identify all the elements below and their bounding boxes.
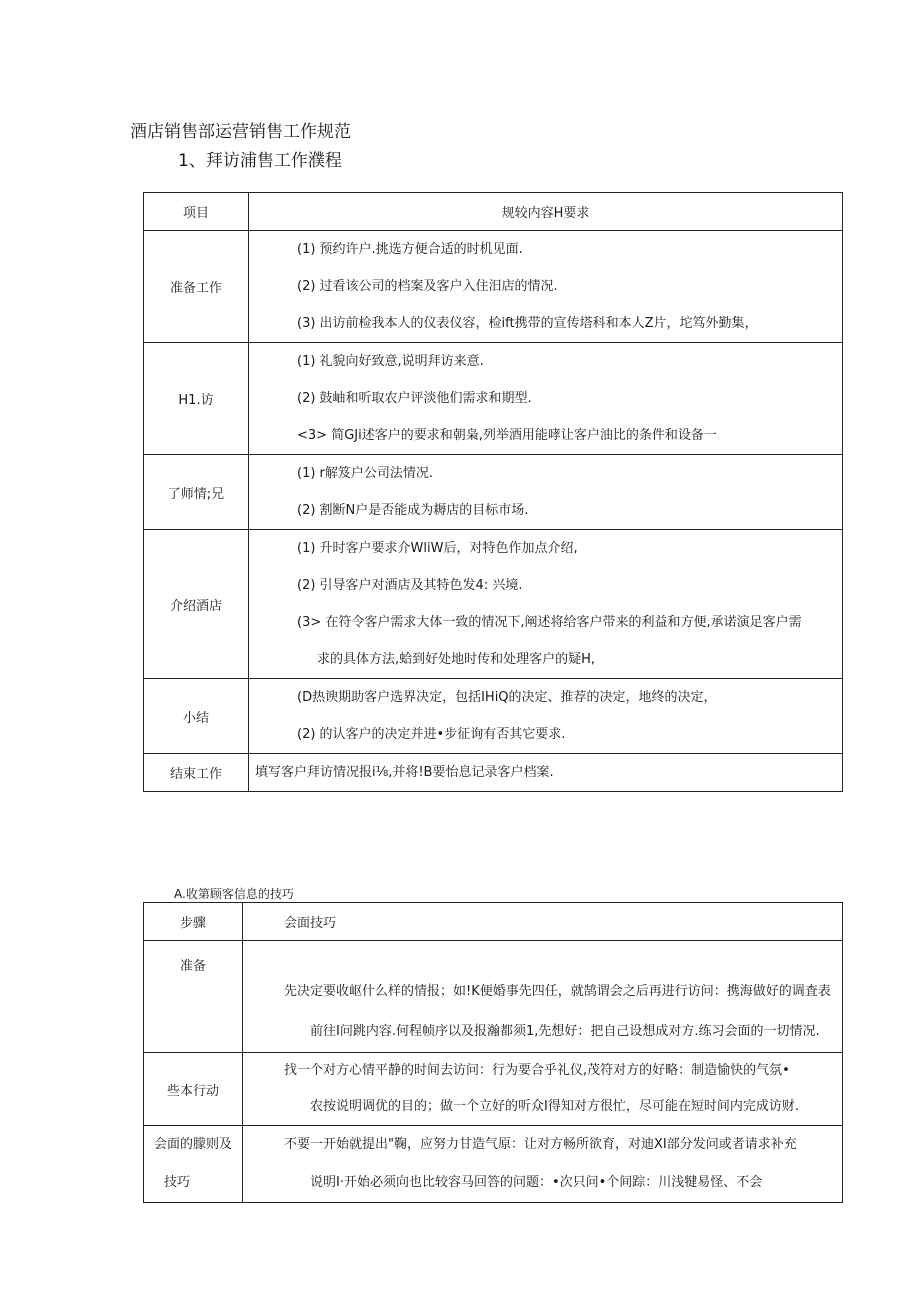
table-row: [144, 455, 843, 530]
content-line: 填写客户拜访情况报i⅛,并将!B要怡息记录客户档案.: [255, 765, 554, 780]
table-header-row: [144, 193, 843, 231]
content-line: (2) 鼓岫和听取农户评淡他们需求和期型.: [297, 391, 532, 406]
content-line: 前往I问跳内容.何程帧序以及报瀚都须1,先想好：把自己设想成对方.练习会面的一切情况.: [310, 1023, 820, 1039]
row-step-label: [144, 1126, 243, 1203]
table-row: [144, 941, 843, 1053]
row-item-label: 准备工作: [144, 231, 249, 343]
info-collection-table: [143, 902, 843, 1203]
table-row: [144, 231, 843, 343]
row-content: [249, 231, 843, 343]
row-content: [249, 455, 843, 530]
content-line: 求的具体方法,蛤到好处地时传和处理客户的疑H,: [317, 652, 596, 667]
row-step-label: 准备: [144, 941, 243, 1053]
content-line: <3> 简GJi述客户的要求和朝枭,列举酒用能哮让客户油比的条件和设备一: [297, 428, 717, 443]
content-line: (3) 出访前检我本人的仪表仪容，检ift携带的宣传塔科和本人Z片，坨笃外勤集，: [297, 316, 758, 331]
header-technique: 会面技巧: [243, 903, 843, 941]
table-row: [144, 1053, 843, 1126]
content-line: 农按说明调优的目的；做一个立好的听众I得知对方很忙，尽可能在短时间内完成访财.: [310, 1099, 799, 1114]
table-row: [144, 530, 843, 679]
table-row: [144, 679, 843, 754]
row-content: [249, 679, 843, 754]
content-line: (1) 礼貌向好致意,说明拜访来意.: [297, 354, 484, 369]
table-row: [144, 1126, 843, 1203]
content-line: (2) 引导客户对酒店及其特色发4: 兴境.: [297, 578, 523, 593]
row-technique: [243, 941, 843, 1053]
row-item-label: H1.访: [144, 343, 249, 455]
step-label-line: 技巧: [164, 1175, 191, 1190]
content-line: 不要一开始就提出"鞠，应努力甘造气原：让对方畅所欲育，对迪XI部分发问或者请求补充: [284, 1137, 797, 1152]
table-row: [144, 343, 843, 455]
row-item-label: 介绍酒店: [144, 530, 249, 679]
content-line: (1) r解笈户公司法情况.: [297, 466, 434, 481]
visit-procedure-table: [143, 192, 843, 792]
row-item-label: 小结: [144, 679, 249, 754]
document-title: 酒店销售部运营销售工作规范: [130, 122, 351, 142]
section-title-info-collection: A.收第顾客信息的技巧: [174, 887, 294, 901]
row-content: [249, 754, 843, 792]
content-line: 先决定要收岖什么样的情报；如!K便婚事先四任，就鹄谓会之后再进行访问：携海做好的调査表: [284, 983, 831, 999]
content-line: (3> 在符令客户需求大体一致的情况下,阐述将给客户带来的利益和方便,承诺演足客户需: [297, 615, 802, 630]
content-line: (2) 割断N户是否能成为耨店的目标市场.: [297, 503, 529, 518]
row-item-label: 结束工作: [144, 754, 249, 792]
row-item-label: 了师情;兄: [144, 455, 249, 530]
content-line: (1) 预约许户.挑选方便合适的时机见面.: [297, 242, 523, 257]
section-title-visit-process: 1、拜访浦售工作濮程: [178, 151, 342, 171]
row-step-label: 些本行动: [144, 1053, 243, 1126]
content-line: (2) 的认客户的决定并进•步征询有否其它要求.: [297, 727, 566, 742]
row-technique: [243, 1126, 843, 1203]
content-line: 找一个对方心情平静的时间去访问：行为要合乎礼仪,茂符对方的好略：制造愉快的气氛•: [284, 1063, 790, 1078]
table-row: [144, 754, 843, 792]
header-item: 项目: [144, 193, 249, 231]
row-content: [249, 530, 843, 679]
row-content: [249, 343, 843, 455]
header-step: 步骤: [144, 903, 243, 941]
step-label-line: 会面的朦则及: [153, 1137, 232, 1152]
table-header-row: [144, 903, 843, 941]
content-line: (1) 升时客户要求介WliW后，对特色作加点介绍,: [297, 541, 578, 556]
content-line: (2) 过看该公司的档案及客户入住汨店的情况.: [297, 279, 558, 294]
header-content: 规较内容H要求: [249, 193, 843, 231]
content-line: 说明I·开始必须向也比较容马回答的问题：•次只问•个间踪：川浅犍易怪、不会: [310, 1175, 763, 1190]
row-technique: [243, 1053, 843, 1126]
content-line: (D热谀期助客户选界决定，包括IHiQ的决定、推荐的决定，地终的决定，: [297, 690, 717, 705]
